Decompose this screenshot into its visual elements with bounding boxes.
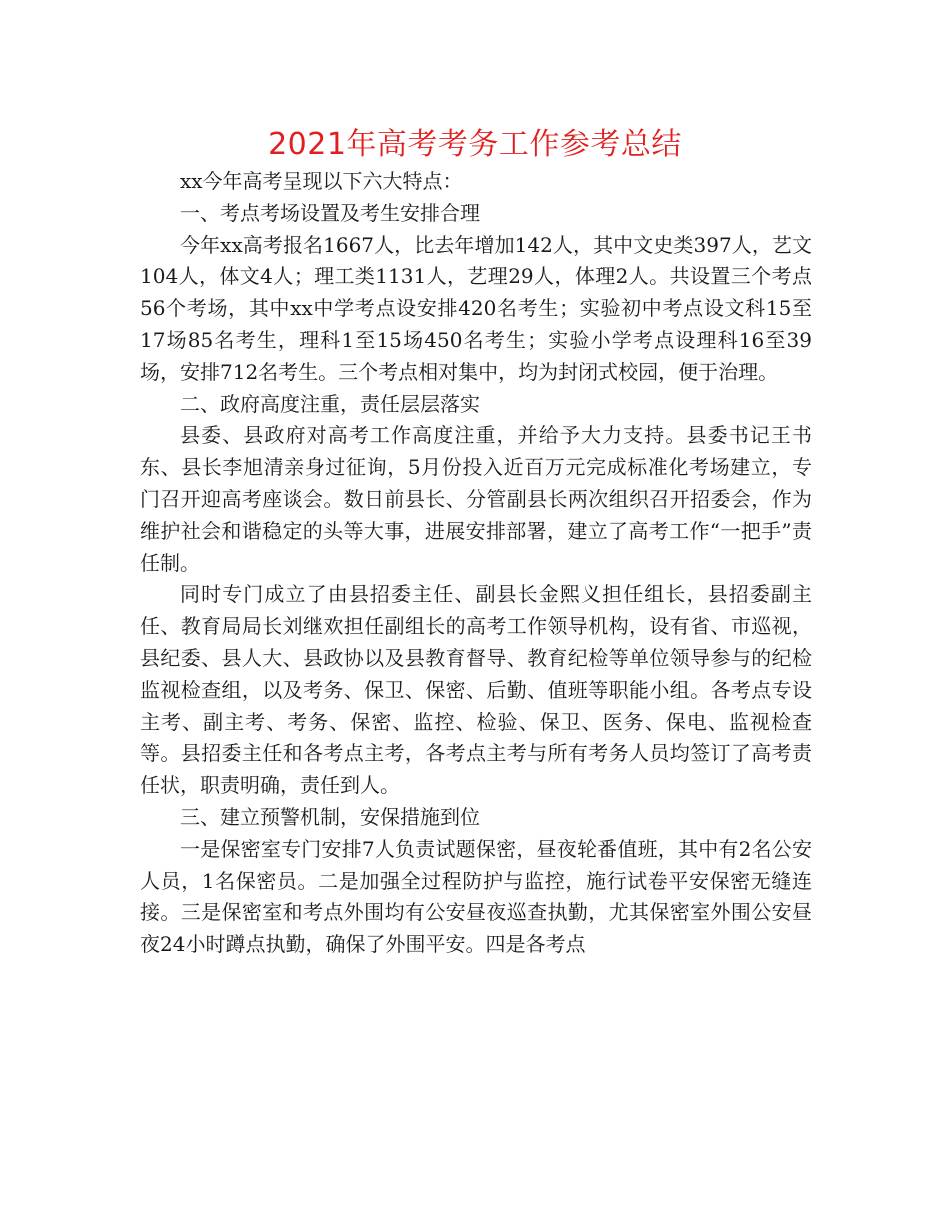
document-title: 2021年高考考务工作参考总结: [268, 127, 682, 162]
paragraph-2: 县委、县政府对高考工作高度注重，并给予大力支持。县委书记王书东、县长李旭清亲身过征询，5月份投入近百万元完成标准化考场建立，专门召开迎高考座谈会。数日前县长、分管副县长两次组织召开招委会，作为维护社会和谐稳定的头等大事，进展安排部署，建立了高考工作“一把手”责任制。: [140, 423, 812, 575]
document-body: [140, 166, 812, 961]
section-heading-3: 三、建立预警机制，安保措施到位: [180, 804, 480, 829]
paragraph-intro: xx今年高考呈现以下六大特点：: [180, 169, 463, 193]
section-heading-1: 一、考点考场设置及考生安排合理: [180, 200, 480, 225]
paragraph-1: 今年xx高考报名1667人，比去年增加142人，其中文史类397人，艺文104人，体文4人；理工类1131人，艺理29人，体理2人。共设置三个考点56个考场，其中xx中学考点设安排420名考生；实验初中考点设文科15至17场85名考生，理科1至15场450名考生；实验小学考点设理科16至39场，安排712名考生。三个考点相对集中，均为封闭式校园，便于治理。: [140, 232, 812, 384]
paragraph-3: 同时专门成立了由县招委主任、副县长金熙义担任组长，县招委副主任、教育局局长刘继欢担任副组长的高考工作领导机构，设有省、市巡视，县纪委、县人大、县政协以及县教育督导、教育纪检等单位领导参与的纪检监视检查组，以及考务、保卫、保密、后勤、值班等职能小组。各考点专设主考、副主考、考务、保密、监控、检验、保卫、医务、保电、监视检查等。县招委主任和各考点主考，各考点主考与所有考务人员均签订了高考责任状，职责明确，责任到人。: [140, 582, 812, 798]
paragraph-4: 一是保密室专门安排7人负责试题保密，昼夜轮番值班，其中有2名公安人员，1名保密员。二是加强全过程防护与监控，施行试卷平安保密无缝连接。三是保密室和考点外围均有公安昼夜巡查执勤，尤其保密室外围公安昼夜24小时蹲点执勤，确保了外围平安。四是各考点: [140, 836, 812, 957]
section-heading-2: 二、政府高度注重，责任层层落实: [180, 391, 480, 416]
